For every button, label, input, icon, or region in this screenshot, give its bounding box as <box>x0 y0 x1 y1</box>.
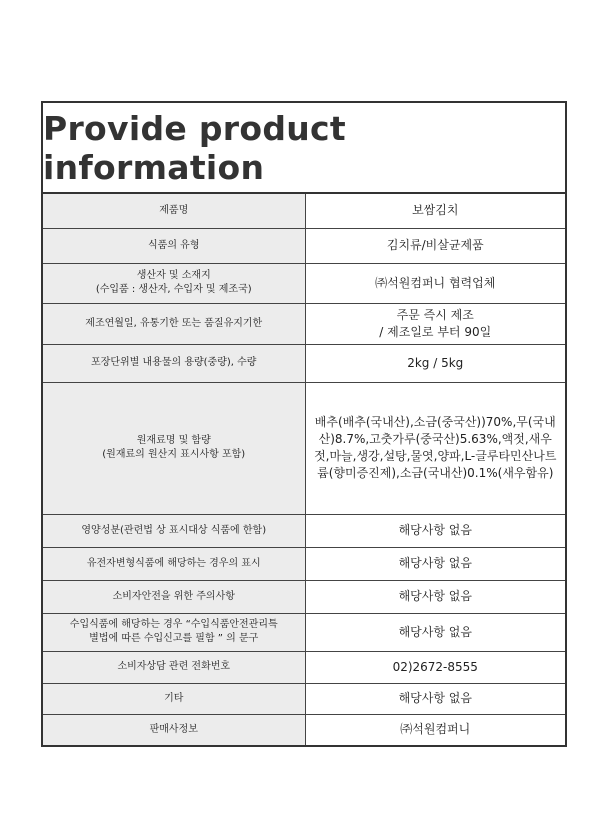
row-value: 해당사항 없음 <box>305 514 565 547</box>
row-value: ㈜석원컴퍼니 협력업체 <box>305 263 565 303</box>
table-row <box>43 303 565 344</box>
row-label: 소비자안전을 위한 주의사항 <box>43 580 305 613</box>
row-value: 김치류/비살균제품 <box>305 228 565 263</box>
row-label: 영양성분(관련법 상 표시대상 식품에 한함) <box>43 514 305 547</box>
row-value: 해당사항 없음 <box>305 613 565 651</box>
row-label: 수입식품에 해당하는 경우 “수입식품안전관리특 별법에 따른 수입신고를 필함 ” 의 문구 <box>43 613 305 651</box>
row-value: 02)2672-8555 <box>305 651 565 683</box>
table-row <box>43 580 565 613</box>
row-value: 해당사항 없음 <box>305 547 565 580</box>
row-label: 제조연월일, 유통기한 또는 품질유지기한 <box>43 303 305 344</box>
row-label: 제품명 <box>43 194 305 228</box>
row-value: 보쌈김치 <box>305 194 565 228</box>
row-value: 주문 즉시 제조 / 제조일로 부터 90일 <box>305 303 565 344</box>
table-row <box>43 613 565 651</box>
row-label: 원재료명 및 함량 (원재료의 원산지 표시사항 포함) <box>43 382 305 514</box>
row-label: 포장단위별 내용물의 용량(중량), 수량 <box>43 344 305 382</box>
table-row <box>43 263 565 303</box>
table-row <box>43 344 565 382</box>
page-title: Provide product information <box>43 103 565 194</box>
table-row <box>43 547 565 580</box>
row-value: 해당사항 없음 <box>305 683 565 714</box>
table-row <box>43 683 565 714</box>
row-label: 유전자변형식품에 해당하는 경우의 표시 <box>43 547 305 580</box>
row-value: 해당사항 없음 <box>305 580 565 613</box>
table-row <box>43 228 565 263</box>
product-info-sheet <box>41 101 567 747</box>
row-label: 판매사정보 <box>43 714 305 745</box>
row-value: ㈜석원컴퍼니 <box>400 722 471 737</box>
row-label: 식품의 유형 <box>43 228 305 263</box>
table-row <box>43 382 565 514</box>
table-row <box>43 514 565 547</box>
table-row <box>43 651 565 683</box>
product-info-table <box>43 194 565 745</box>
row-label: 기타 <box>43 683 305 714</box>
row-value: 배추(배추(국내산),소금(중국산))70%,무(국내산)8.7%,고춧가루(중국산)5.63%,액젓,새우젓,마늘,생강,설탕,물엿,양파,L-글루타민산나트륨(향미증진제),소금(국내산)0.1%(새우함유) <box>305 382 565 514</box>
row-value: 2kg / 5kg <box>305 344 565 382</box>
row-label: 소비자상담 관련 전화번호 <box>43 651 305 683</box>
table-row <box>43 714 565 745</box>
table-row <box>43 194 565 228</box>
row-label: 생산자 및 소재지 (수입품 : 생산자, 수입자 및 제조국) <box>43 263 305 303</box>
